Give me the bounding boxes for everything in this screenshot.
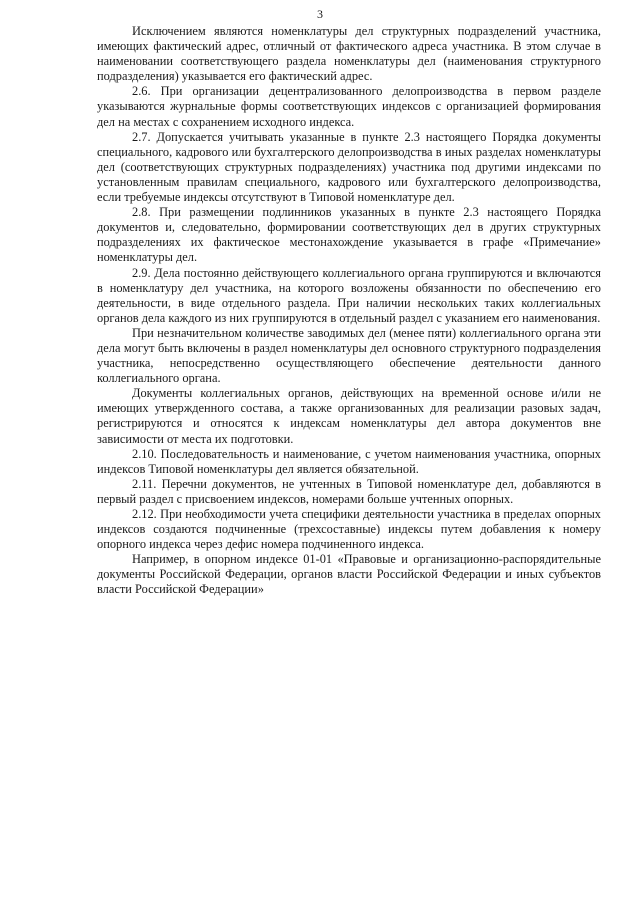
paragraph-2-6: 2.6. При организации децентрализованного делопроизводства в первом разделе указываются журнальные формы соответствующих индексов с организацией формирования дел на местах с сохранением исходного индекса. [97, 84, 601, 129]
document-body [97, 24, 601, 598]
paragraph-2-8: 2.8. При размещении подлинников указанных в пункте 2.3 настоящего Порядка документов и, следовательно, формировании соответствующих дел в других структурных подразделениях их фактическое местонахождение указывается в графе «Примечание» номенклатуры дел. [97, 205, 601, 265]
paragraph-temporary-bodies: Документы коллегиальных органов, действующих на временной основе и/или не имеющих утвержденного состава, а также организованных для реализации разовых задач, регистрируются и относятся к индексам номенклатуры дел автора документов вне зависимости от места их подготовки. [97, 386, 601, 446]
page-number: 3 [317, 7, 323, 21]
paragraph-2-11: 2.11. Перечни документов, не учтенных в Типовой номенклатуре дел, добавляются в первый раздел с присвоением индексов, номерами больше учтенных опорных. [97, 476, 601, 506]
paragraph-2-12: 2.12. При необходимости учета специфики деятельности участника в пределах опорных индексов создаются подчиненные (трехсоставные) индексы путем добавления к номеру опорного индекса через дефис номера подчиненного индекса. [97, 507, 601, 552]
paragraph-example: Например, в опорном индексе 01-01 «Правовые и организационно-распорядительные документы Российской Федерации, органов власти Российской Федерации и иных субъектов власти Российской Федерации» [97, 552, 601, 597]
paragraph-2-9: 2.9. Дела постоянно действующего коллегиального органа группируются и включаются в номенклатуру дел участника, на которого возложены обязанности по обеспечению его деятельности, в виде отдельного раздела. При наличии нескольких таких коллегиальных органов дела каждого из них группируются в отдельный раздел с указанием его наименования. [97, 265, 601, 325]
paragraph-2-7: 2.7. Допускается учитывать указанные в пункте 2.3 настоящего Порядка документы специального, кадрового или бухгалтерского делопроизводства в иных разделах номенклатуры дел (соответствующих структурных подразделениях) участника под другими индексами по установленным правилам специального, кадрового или бухгалтерского делопроизводства, если требуемые индексы отсутствуют в Типовой номенклатуре дел. [97, 129, 601, 205]
paragraph-few-cases: При незначительном количестве заводимых дел (менее пяти) коллегиального органа эти дела могут быть включены в раздел номенклатуры дел основного структурного подразделения участника, непосредственно осуществляющего обеспечение деятельности данного коллегиального органа. [97, 325, 601, 386]
paragraph-2-10: 2.10. Последовательность и наименование, с учетом наименования участника, опорных индексов Типовой номенклатуры дел является обязательной. [97, 446, 601, 476]
paragraph-exceptions: Исключением являются номенклатуры дел структурных подразделений участника, имеющих фактический адрес, отличный от фактического адреса участника. В этом случае в наименовании соответствующего раздела номенклатуры дел (наименования структурного подразделения) указывается его фактический адрес. [97, 24, 601, 84]
